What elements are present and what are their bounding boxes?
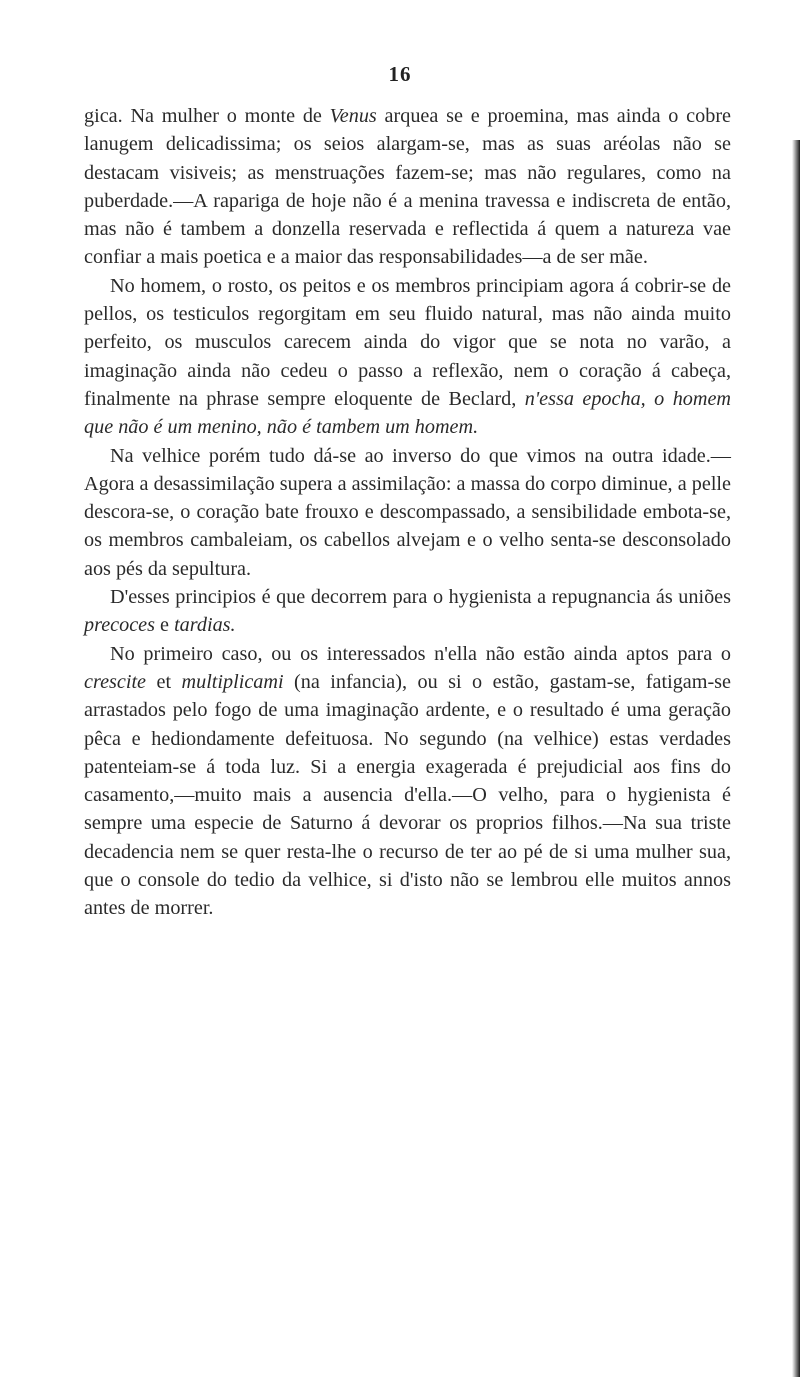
italic-text: Venus bbox=[329, 105, 377, 127]
italic-text: tardias. bbox=[174, 614, 236, 637]
text-run: Na velhice porém tudo dá-se ao inverso do que vimos na outra idade.—Agora a desassimilação supera a assimilação: a massa do corpo diminue, a pelle descora-se, o coração bate frouxo e descompassado, a sensibilidade embota-se, os membros cambaleiam, os cabellos alvejam e o velho senta-se desconsolado aos pés da sepultura. bbox=[84, 444, 731, 580]
text-run: D'esses principios é que decorrem para o hygienista a repugnancia ás uniões bbox=[110, 586, 731, 609]
italic-text: crescite bbox=[84, 670, 147, 693]
page-edge-shadow bbox=[792, 140, 800, 1377]
paragraph bbox=[84, 102, 731, 272]
text-run: (na infancia), ou si o estão, gastam-se, fatigam-se arrastados pelo fogo de uma imaginação ardente, e o resultado é uma geração pêca e hediondamente defeituosa. No segundo (na velhice) estas verdades patenteiam-se á toda luz. Si a energia exagerada é prejudicial aos fins do casamento,—muito mais a ausencia d'ella.—O velho, para o hygienista é sempre uma especie de Saturno á devorar os proprios filhos.—Na sua triste decadencia nem se quer resta-lhe o recurso de ter ao pé de si uma mulher sua, que o console do tedio da velhice, si d'isto não se lembrou elle muitos annos antes de morrer. bbox=[84, 670, 731, 920]
page-number: 16 bbox=[388, 62, 412, 86]
text-run: No homem, o rosto, os peitos e os membros principiam agora á cobrir-se de pellos, os testiculos regorgitam em seu fluido natural, mas não ainda muito perfeito, os musculos carecem ainda do vigor que se nota no varão, a imaginação ainda não cedeu o passo a reflexão, nem o coração á cabeça, finalmente na phrase sempre eloquente de Beclard, bbox=[84, 274, 731, 410]
paragraph bbox=[84, 640, 731, 923]
text-run: e bbox=[155, 614, 175, 637]
italic-text: precoces bbox=[84, 614, 155, 637]
text-run: et bbox=[146, 670, 182, 693]
italic-text: n'essa epocha, o homem que não é um menino, não é tambem um homem. bbox=[84, 387, 731, 439]
text-run: gica. Na mulher o monte de bbox=[84, 105, 330, 127]
paragraph bbox=[84, 583, 731, 640]
body-text bbox=[84, 102, 731, 923]
text-run: arquea se e proemina, mas ainda o cobre lanugem delicadissima; os seios alargam-se, mas as suas aréolas não se destacam visiveis; as menstruações fazem-se; mas não regulares, como na puberdade.—A rapariga de hoje não é a menina travessa e indiscreta de então, mas não é tambem a donzella reservada e reflectida á quem a natureza vae confiar a mais poetica e a maior das responsabilidades—a de ser mãe. bbox=[84, 105, 732, 269]
paragraph bbox=[84, 442, 731, 583]
paragraph bbox=[84, 272, 731, 442]
italic-text: multiplicami bbox=[181, 670, 284, 693]
text-run: No primeiro caso, ou os interessados n'ella não estão ainda aptos para o bbox=[110, 642, 731, 665]
